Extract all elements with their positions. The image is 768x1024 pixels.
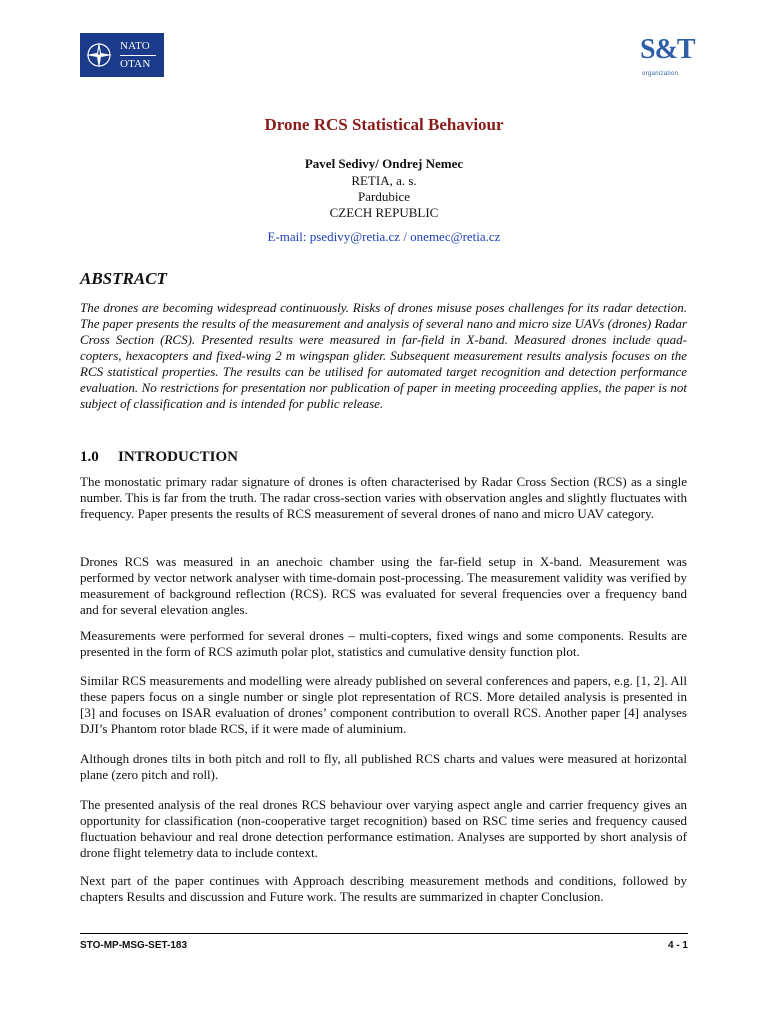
author-email[interactable]: E-mail: psedivy@retia.cz / onemec@retia.cz xyxy=(267,229,501,244)
st-logo-mark: S&T xyxy=(640,34,695,65)
affiliation-line: CZECH REPUBLIC xyxy=(329,205,439,220)
otan-label: OTAN xyxy=(120,57,151,70)
section-number: 1.0 xyxy=(80,449,99,465)
page-number: 4 - 1 xyxy=(667,940,688,951)
body-paragraph: Measurements were performed for several drones – multi-copters, fixed wings and some components. Results are presented in the form of RCS azimuth polar plot, statistics and cumulative density function plot. xyxy=(80,628,687,659)
body-paragraph: The presented analysis of the real drones RCS behaviour over varying aspect angle and carrier frequency gives an opportunity for classification (non-cooperative target recognition) based on RSC time series and frequency caused fluctuation behaviour and real drone detection performance estimation. Analyses are supported by short analysis of drone flight telemetry data to include context. xyxy=(80,797,687,860)
paper-title: Drone RCS Statistical Behaviour xyxy=(264,115,504,134)
body-paragraph: Similar RCS measurements and modelling were already published on several conferences and papers, e.g. [1, 2]. All these papers focus on a single number or single plot representation of RCS. More detailed analysis is presented in [3] and focuses on ISAR evaluation of drones’ component contribution to overall RCS. Another paper [4] analyses DJI’s Phantom rotor blade RCS, if it were made of aluminium. xyxy=(80,673,687,736)
body-paragraph: Next part of the paper continues with Approach describing measurement methods and conditions, followed by chapters Results and discussion and Future work. The results are summarized in chapter Conclusion. xyxy=(80,873,687,904)
section-heading-introduction xyxy=(80,449,238,466)
body-paragraph: Although drones tilts in both pitch and roll to fly, all published RCS charts and values were measured at horizontal plane (zero pitch and roll). xyxy=(80,751,687,782)
section-title: INTRODUCTION xyxy=(118,449,239,465)
nato-compass-star-icon xyxy=(80,33,118,77)
body-paragraph: The monostatic primary radar signature of drones is often characterised by Radar Cross Section (RCS) as a single number. This is far from the truth. The radar cross-section varies with observation angles and slightly fluctuates with frequency. Paper presents the results of RCS measurement of several drones of nano and micro UAV category. xyxy=(80,474,687,521)
body-paragraph: Drones RCS was measured in an anechoic chamber using the far-field setup in X-band. Measurement was performed by vector network analyser with time-domain post-processing. The measurement validity was verified by measurement of background reflection (RCS). RCS was evaluated for several frequencies over a frequency band and for several elevation angles. xyxy=(80,554,687,617)
nato-otan-logo xyxy=(80,33,164,77)
affiliation-line: Pardubice xyxy=(358,189,410,204)
abstract-heading: ABSTRACT xyxy=(80,269,167,288)
st-organization-logo xyxy=(636,33,695,83)
paper-authors: Pavel Sedivy/ Ondrej Nemec xyxy=(304,156,464,171)
footer-divider xyxy=(80,933,688,934)
affiliation-line: RETIA, a. s. xyxy=(351,173,417,188)
nato-label: NATO xyxy=(120,39,150,52)
st-logo-subtitle: organization xyxy=(642,71,679,77)
abstract-text: The drones are becoming widespread continuously. Risks of drones misuse poses challenges for its radar detection. The paper presents the results of the measurement and analysis of several nano and micro size UAVs (drones) Radar Cross Section (RCS). Presented results were measured in far-field in X-band. Measured drones include quad-copters, hexacopters and fixed-wing 2 m wingspan glider. Subsequent measurement results analysis focuses on the RCS statistical properties. The results can be utilised for automated target recognition and detection performance evaluation. No restrictions for presentation nor publication of paper in meeting proceeding applies, the paper is not subject of classification and is intended for public release. xyxy=(80,300,687,411)
document-id: STO-MP-MSG-SET-183 xyxy=(80,940,188,951)
